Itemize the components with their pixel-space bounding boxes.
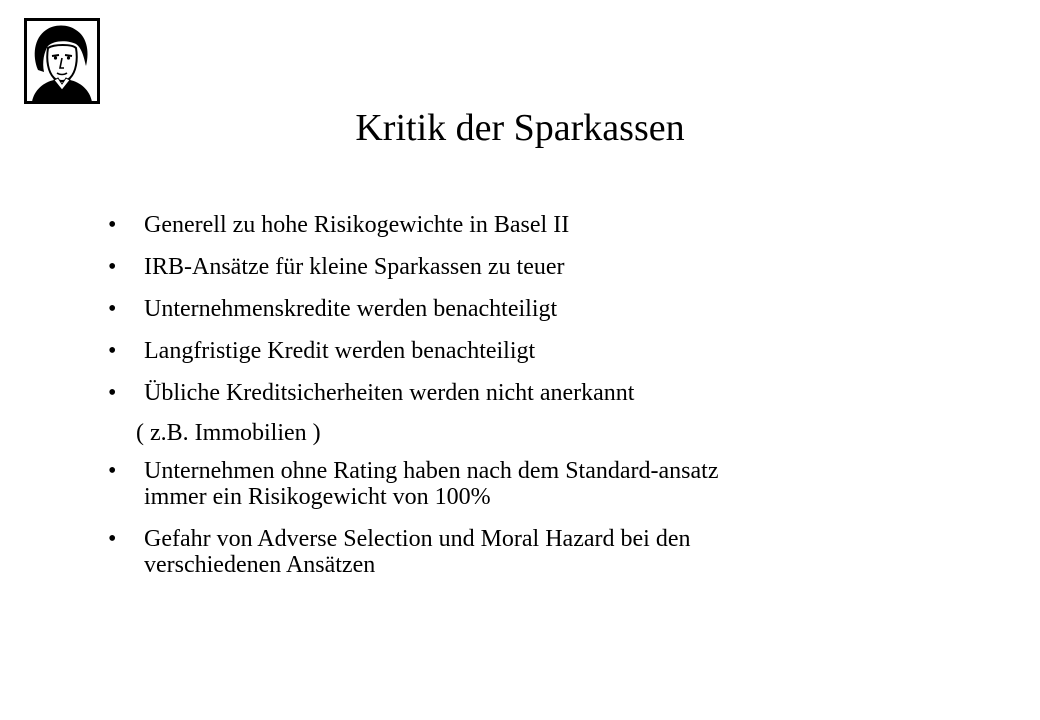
list-item — [108, 212, 988, 238]
bullet-marker: • — [108, 458, 117, 484]
bullet-marker: • — [108, 254, 117, 280]
list-item-text: IRB-Ansätze für kleine Sparkassen zu teuer — [144, 254, 565, 280]
goethe-portrait-icon — [24, 18, 100, 104]
list-item-text: Langfristige Kredit werden benachteiligt — [144, 338, 536, 364]
list-item-text: Unternehmen ohne Rating haben nach dem Standard-ansatz — [144, 458, 719, 484]
list-item-text: ( z.B. Immobilien ) — [136, 420, 321, 446]
list-item — [108, 338, 988, 364]
bullet-marker: • — [108, 212, 117, 238]
bullet-marker: • — [108, 338, 117, 364]
list-item-continuation — [108, 420, 988, 446]
bullet-list — [108, 212, 988, 594]
list-item — [108, 296, 988, 322]
bullet-marker: • — [108, 380, 117, 406]
list-item — [108, 254, 988, 280]
list-item-text: Übliche Kreditsicherheiten werden nicht anerkannt — [144, 380, 635, 406]
list-item-text: Generell zu hohe Risikogewichte in Basel II — [144, 212, 570, 238]
slide-title: Kritik der Sparkassen — [355, 107, 685, 149]
list-item — [108, 380, 988, 406]
university-logo — [24, 18, 100, 104]
list-item-text: Gefahr von Adverse Selection und Moral Hazard bei den — [144, 526, 691, 552]
list-item — [108, 526, 988, 578]
list-item-text-line2: verschiedenen Ansätzen — [144, 552, 376, 578]
list-item-text-line2: immer ein Risikogewicht von 100% — [144, 484, 491, 510]
list-item — [108, 458, 988, 510]
bullet-marker: • — [108, 526, 117, 552]
bullet-marker: • — [108, 296, 117, 322]
list-item-text: Unternehmenskredite werden benachteiligt — [144, 296, 558, 322]
